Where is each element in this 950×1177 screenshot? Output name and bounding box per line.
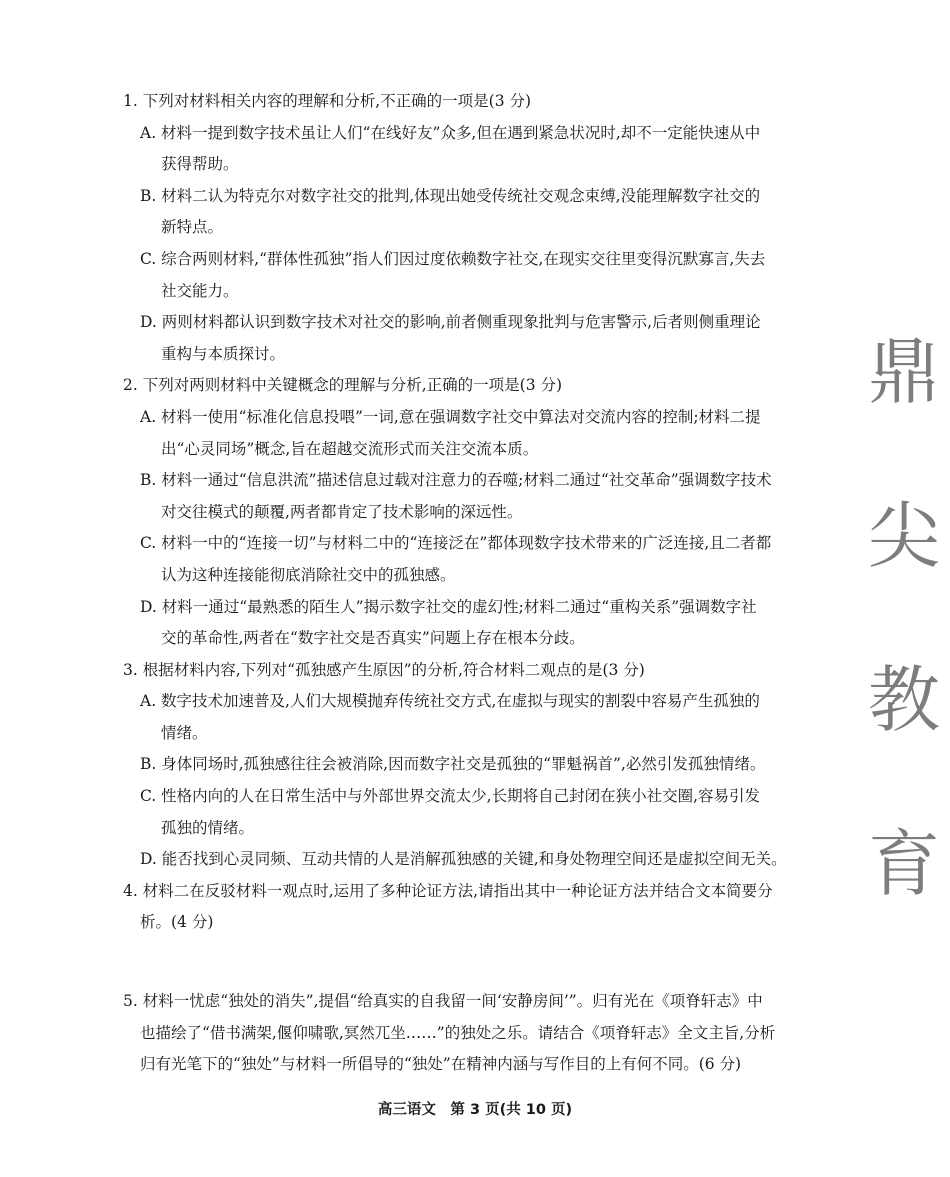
question-1 <box>123 86 831 370</box>
option-text: B. 材料二认为特克尔对数字社交的批判,体现出她受传统社交观念束缚,没能理解数字社交的 <box>140 186 761 205</box>
option-text: D. 能否找到心灵同频、互动共情的人是消解孤独感的关键,和身处物理空间还是虚拟空间无关。 <box>140 850 787 869</box>
page-footer: 高三语文 第 3 页(共 10 页) <box>377 1102 573 1118</box>
watermark-char: 育 <box>867 822 940 906</box>
question-2 <box>123 370 831 654</box>
option-text-continued: 新特点。 <box>161 218 224 237</box>
option-text: B. 材料一通过“信息洪流”描述信息过载对注意力的吞噬;材料二通过“社交革命”强调数字技术 <box>140 471 772 490</box>
option-b <box>140 465 831 528</box>
option-c <box>140 781 831 844</box>
option-text: C. 综合两则材料,“群体性孤独”指人们因过度依赖数字社交,在现实交往里变得沉默寡言,失去 <box>140 249 766 268</box>
option-text: C. 材料一中的“连接一切”与材料二中的“连接泛在”都体现数字技术带来的广泛连接,且二者都 <box>140 534 772 553</box>
option-d <box>140 844 831 876</box>
watermark-char: 鼎 <box>867 330 940 414</box>
option-text: A. 材料一使用“标准化信息投喂”一词,意在强调数字社交中算法对交流内容的控制;材料二提 <box>140 407 761 426</box>
watermark <box>858 290 950 946</box>
option-text-continued: 孤独的情绪。 <box>161 818 255 837</box>
option-text-continued: 交的革命性,两者在“数字社交是否真实”问题上存在根本分歧。 <box>161 629 585 648</box>
question-stem: 4. 材料二在反驳材料一观点时,运用了多种论证方法,请指出其中一种论证方法并结合文本简要分 <box>123 881 773 900</box>
watermark-char: 尖 <box>867 494 940 578</box>
question-stem: 2. 下列对两则材料中关键概念的理解与分析,正确的一项是(3 分) <box>123 376 563 395</box>
watermark-char: 教 <box>867 658 940 742</box>
option-d <box>140 592 831 655</box>
option-text-continued: 对交往模式的颠覆,两者都肯定了技术影响的深远性。 <box>161 502 523 521</box>
option-text: B. 身体同场时,孤独感往往会被消除,因而数字社交是孤独的“罪魁祸首”,必然引发孤独情绪。 <box>140 755 766 774</box>
option-text-continued: 情绪。 <box>161 723 208 742</box>
question-stem-continued: 析。(4 分) <box>140 913 214 932</box>
option-text-continued: 获得帮助。 <box>161 155 239 174</box>
option-text-continued: 重构与本质探讨。 <box>161 344 286 363</box>
question-stem: 3. 根据材料内容,下列对“孤独感产生原因”的分析,符合材料二观点的是(3 分) <box>123 660 645 679</box>
option-text-continued: 认为这种连接能彻底消除社交中的孤独感。 <box>161 565 456 584</box>
option-a <box>140 118 831 181</box>
question-list <box>123 86 831 1081</box>
question-4 <box>123 876 831 939</box>
answer-space <box>123 939 831 986</box>
question-3 <box>123 655 831 876</box>
option-text-continued: 出“心灵同场”概念,旨在超越交流形式而关注交流本质。 <box>161 439 539 458</box>
option-b <box>140 181 831 244</box>
option-d <box>140 307 831 370</box>
option-a <box>140 402 831 465</box>
question-stem-continued: 归有光笔下的“独处”与材料一所倡导的“独处”在精神内涵与写作目的上有何不同。(6 分) <box>140 1055 742 1074</box>
option-text: D. 材料一通过“最熟悉的陌生人”揭示数字社交的虚幻性;材料二通过“重构关系”强调数字社 <box>140 597 757 616</box>
question-stem-continued: 也描绘了“借书满架,偃仰啸歌,冥然兀坐……”的独处之乐。请结合《项脊轩志》全文主旨,分析 <box>140 1023 776 1042</box>
option-a <box>140 686 831 749</box>
option-text: D. 两则材料都认识到数字技术对社交的影响,前者侧重现象批判与危害警示,后者则侧重理论 <box>140 313 761 332</box>
question-stem: 1. 下列对材料相关内容的理解和分析,不正确的一项是(3 分) <box>123 92 532 110</box>
option-text: C. 性格内向的人在日常生活中与外部世界交流太少,长期将自己封闭在狭小社交圈,容易引发 <box>140 787 761 806</box>
option-text: A. 材料一提到数字技术虽让人们“在线好友”众多,但在遇到紧急状况时,却不一定能快速从中 <box>140 123 761 142</box>
option-c <box>140 528 831 591</box>
option-text-continued: 社交能力。 <box>161 281 239 300</box>
option-c <box>140 244 831 307</box>
question-5 <box>123 986 831 1081</box>
question-stem: 5. 材料一忧虑“独处的消失”,提倡“给真实的自我留一间‘安静房间’”。归有光在《项脊轩志》中 <box>123 992 763 1011</box>
option-text: A. 数字技术加速普及,人们大规模抛弃传统社交方式,在虚拟与现实的割裂中容易产生孤独的 <box>140 692 760 711</box>
option-b <box>140 749 831 781</box>
